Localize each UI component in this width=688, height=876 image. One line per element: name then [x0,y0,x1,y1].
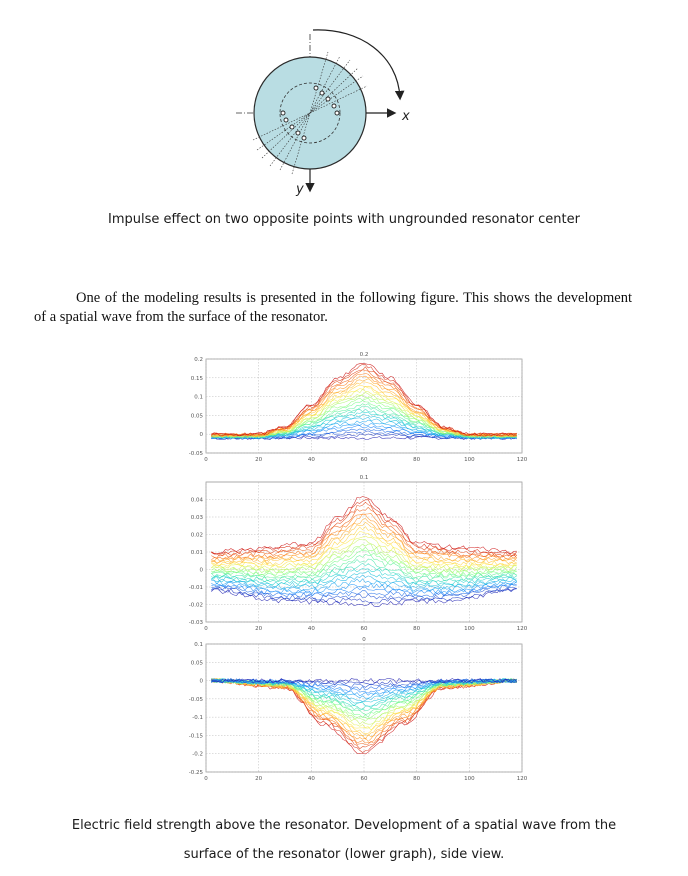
x-tick-label: 60 [360,457,368,463]
x-tick-label: 40 [307,626,315,632]
y-tick-label: -0.25 [188,770,203,776]
x-tick-label: 40 [307,776,315,782]
x-tick-label: 80 [413,457,421,463]
x-tick-label: 20 [255,776,263,782]
y-tick-label: 0.04 [190,497,203,504]
x-tick-label: 80 [413,776,421,782]
x-tick-label: 120 [516,776,528,782]
wave-chart-bottom [170,632,530,782]
x-tick-label: 60 [360,776,368,782]
x-axis-label: x [402,109,410,124]
x-tick-label: 20 [255,457,263,463]
figure2-caption-line2: surface of the resonator (lower graph), side view. [183,847,505,862]
wave-chart-top [170,345,530,467]
y-tick-label: 0.1 [194,394,203,401]
y-tick-label: -0.05 [188,696,203,703]
figure2-caption-line1: Electric field strength above the resonator. Development of a spatial wave from the [71,818,617,833]
body-paragraph: One of the modeling results is presented in the following figure. This shows the development of a spatial wave from the surface of the resonator. [34,290,632,325]
y-tick-label: 0.05 [190,413,203,420]
x-tick-label: 80 [413,626,421,632]
y-tick-label: 0.01 [190,550,203,556]
wave-chart-middle [170,472,530,632]
y-tick-label: 0 [199,678,203,685]
y-axis-label: y [296,182,304,197]
y-tick-label: -0.03 [188,620,203,626]
y-tick-label: 0 [199,567,203,574]
y-tick-label: 0.05 [190,660,203,667]
x-tick-label: 120 [516,457,528,463]
y-tick-label: 0.03 [190,515,203,521]
x-tick-label: 100 [464,776,475,782]
x-tick-label: 0 [204,457,208,463]
y-tick-label: 0.02 [190,532,203,539]
y-tick-label: -0.01 [188,585,203,591]
chart-title: 0.2 [359,352,369,358]
y-tick-label: 0.15 [190,375,203,382]
figure1-caption: Impulse effect on two opposite points with ungrounded resonator center [108,212,580,227]
x-tick-label: 20 [255,626,263,632]
chart-title: 0.1 [359,475,369,481]
y-tick-label: 0.2 [194,357,203,363]
y-tick-label: -0.2 [192,751,203,758]
x-tick-label: 0 [204,776,208,782]
y-tick-label: 0.1 [194,642,203,648]
chart-title: 0 [362,637,366,643]
y-tick-label: -0.1 [192,715,203,722]
y-tick-label: 0 [199,432,203,439]
x-tick-label: 40 [307,457,315,463]
y-tick-label: -0.02 [188,602,203,609]
x-tick-label: 100 [464,626,475,632]
x-tick-label: 60 [360,626,368,632]
x-tick-label: 0 [204,626,208,632]
x-tick-label: 120 [516,626,528,632]
x-tick-label: 100 [464,457,475,463]
resonator-diagram [220,10,420,200]
y-tick-label: -0.15 [188,733,203,740]
y-tick-label: -0.05 [188,451,203,457]
